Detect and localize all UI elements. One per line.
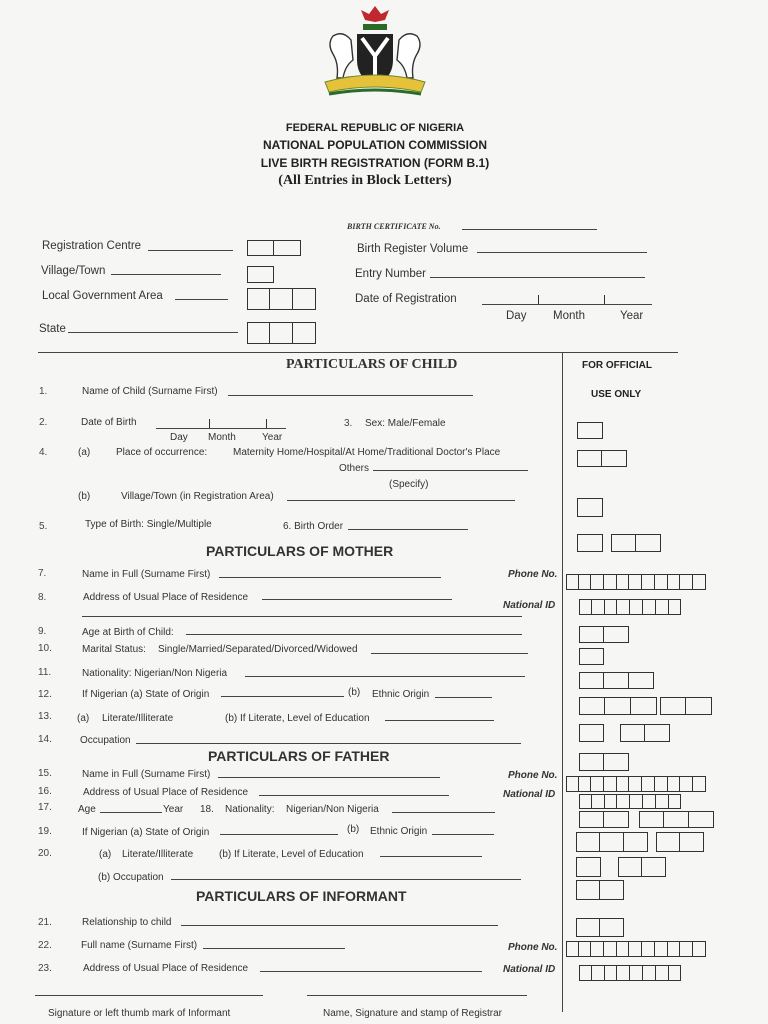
- dob-month-label: Month: [208, 432, 236, 443]
- father-phone-label: Phone No.: [508, 770, 558, 781]
- father-education-label: (b) If Literate, Level of Education: [219, 849, 364, 860]
- q20-number: 20.: [38, 848, 52, 859]
- marital-status-box[interactable]: [579, 648, 604, 665]
- father-occupation-line[interactable]: [171, 879, 521, 880]
- mother-nid-boxes[interactable]: [579, 599, 681, 615]
- child-name-line[interactable]: [228, 395, 473, 396]
- father-age-label: Age: [78, 804, 96, 815]
- mother-literate-label: Literate/Illiterate: [102, 713, 174, 724]
- q5-number: 5.: [39, 521, 48, 532]
- state-label: State: [39, 323, 66, 335]
- father-state-origin-line[interactable]: [220, 834, 338, 835]
- father-origin-boxes-b[interactable]: [656, 832, 704, 852]
- mother-nationality-line[interactable]: [245, 676, 525, 677]
- child-name-label: Name of Child (Surname First): [82, 386, 218, 397]
- father-name-line[interactable]: [218, 777, 440, 778]
- q23-number: 23.: [38, 963, 52, 974]
- birth-order-boxes[interactable]: [611, 534, 661, 552]
- informant-name-line[interactable]: [203, 948, 345, 949]
- q18-number: 18.: [200, 804, 214, 815]
- mother-origin-boxes-b[interactable]: [660, 697, 712, 715]
- q15-number: 15.: [38, 768, 52, 779]
- reg-year-label: Year: [620, 310, 644, 322]
- village-town-label: Village/Town: [41, 265, 106, 277]
- informant-address-label: Address of Usual Place of Residence: [83, 963, 249, 974]
- type-of-birth-label: Type of Birth: Single/Multiple: [85, 519, 212, 530]
- father-nationality-label: Nationality:: [225, 804, 275, 815]
- q3-number: 3.: [344, 418, 353, 429]
- father-nationality-boxes[interactable]: [639, 811, 714, 828]
- father-age-boxes[interactable]: [579, 811, 629, 828]
- register-volume-label: Birth Register Volume: [357, 243, 469, 255]
- state-line[interactable]: [68, 332, 238, 333]
- mother-occupation-label: Occupation: [80, 735, 131, 746]
- q16-number: 16.: [38, 786, 52, 797]
- date-of-registration-label: Date of Registration: [355, 293, 457, 305]
- place-options: Maternity Home/Hospital/At Home/Traditional Doctor's Place: [233, 447, 501, 458]
- village-registration-area-line[interactable]: [287, 500, 515, 501]
- father-address-line[interactable]: [259, 795, 449, 796]
- registration-centre-boxes[interactable]: [247, 240, 301, 256]
- q12-number: 12.: [38, 689, 52, 700]
- village-town-line[interactable]: [111, 274, 221, 275]
- father-20a-letter: (a): [99, 849, 112, 860]
- mother-state-origin-line[interactable]: [221, 696, 344, 697]
- reg-day-label: Day: [506, 310, 527, 322]
- mother-section-title: PARTICULARS OF MOTHER: [206, 543, 394, 559]
- mother-12b-letter: (b): [348, 687, 361, 698]
- mother-nationality-label: Nationality: Nigerian/Non Nigeria: [82, 668, 228, 679]
- father-origin-boxes-a[interactable]: [576, 832, 648, 852]
- father-education-line[interactable]: [380, 856, 482, 857]
- informant-address-line[interactable]: [260, 971, 482, 972]
- republic-heading: FEDERAL REPUBLIC OF NIGERIA: [285, 122, 465, 134]
- others-label: Others: [339, 463, 370, 474]
- q4b-letter: (b): [78, 491, 91, 502]
- entry-number-label: Entry Number: [355, 268, 426, 280]
- father-age-year-label: Year: [163, 804, 184, 815]
- village-town-box[interactable]: [247, 266, 274, 283]
- mother-13a-letter: (a): [77, 713, 90, 724]
- father-nid-label: National ID: [503, 789, 556, 800]
- mother-nid-label: National ID: [503, 600, 556, 611]
- mother-name-label: Name in Full (Surname First): [82, 569, 211, 580]
- father-nationality-line[interactable]: [392, 812, 495, 813]
- mother-address-label: Address of Usual Place of Residence: [83, 592, 249, 603]
- reg-month-label: Month: [553, 310, 585, 322]
- q19-number: 19.: [38, 826, 52, 837]
- mother-address-line1[interactable]: [262, 599, 452, 600]
- sex-box[interactable]: [577, 422, 603, 439]
- lga-boxes[interactable]: [247, 288, 316, 310]
- mother-phone-boxes[interactable]: [566, 574, 706, 590]
- mother-education-line[interactable]: [385, 720, 494, 721]
- informant-signature-label: Signature or left thumb mark of Informant: [48, 1008, 231, 1019]
- registrar-signature-line[interactable]: [307, 995, 527, 996]
- father-address-label: Address of Usual Place of Residence: [83, 787, 249, 798]
- q10-number: 10.: [38, 643, 52, 654]
- registration-centre-label: Registration Centre: [42, 240, 142, 252]
- official-column-divider: [562, 352, 563, 1012]
- informant-section-title: PARTICULARS OF INFORMANT: [196, 888, 407, 904]
- father-name-label: Name in Full (Surname First): [82, 769, 211, 780]
- mother-occupation-boxes[interactable]: [579, 753, 629, 771]
- specify-label: (Specify): [389, 479, 429, 490]
- q22-number: 22.: [38, 940, 52, 951]
- birth-certificate-label: BIRTH CERTIFICATE No.: [347, 222, 441, 231]
- q11-number: 11.: [38, 667, 52, 678]
- informant-phone-label: Phone No.: [508, 942, 558, 953]
- q9-number: 9.: [38, 626, 47, 637]
- q1-number: 1.: [39, 386, 48, 397]
- q14-number: 14.: [38, 734, 52, 745]
- q2-number: 2.: [39, 417, 48, 428]
- mother-education-boxes[interactable]: [620, 724, 670, 742]
- official-use-line2: USE ONLY: [591, 389, 642, 400]
- mother-age-line[interactable]: [186, 634, 522, 635]
- informant-name-label: Full name (Surname First): [81, 940, 198, 951]
- marital-status-label: Marital Status:: [82, 644, 146, 655]
- mother-name-line[interactable]: [219, 577, 441, 578]
- mother-phone-label: Phone No.: [508, 569, 558, 580]
- father-ethnic-origin-line[interactable]: [432, 834, 494, 835]
- father-age-line[interactable]: [100, 812, 162, 813]
- entry-number-line[interactable]: [430, 277, 645, 278]
- date-of-registration-line[interactable]: [482, 304, 652, 305]
- father-section-title: PARTICULARS OF FATHER: [208, 748, 390, 764]
- village-area-box[interactable]: [577, 498, 603, 517]
- informant-nid-boxes[interactable]: [579, 965, 681, 981]
- birth-order-label: 6. Birth Order: [283, 521, 344, 532]
- dob-year-label: Year: [262, 432, 283, 443]
- mother-nationality-boxes[interactable]: [579, 672, 654, 689]
- mother-education-label: (b) If Literate, Level of Education: [225, 713, 370, 724]
- birth-type-box[interactable]: [577, 534, 603, 552]
- mother-literacy-box[interactable]: [579, 724, 604, 742]
- father-nationality-options: Nigerian/Non Nigeria: [286, 804, 379, 815]
- informant-phone-boxes[interactable]: [566, 941, 706, 957]
- q7-number: 7.: [38, 568, 47, 579]
- father-19b-letter: (b): [347, 824, 360, 835]
- informant-signature-line[interactable]: [35, 995, 263, 996]
- mother-state-origin-label: If Nigerian (a) State of Origin: [82, 689, 210, 700]
- q17-number: 17.: [38, 802, 52, 813]
- relationship-label: Relationship to child: [82, 917, 172, 928]
- block-letters-instruction: (All Entries in Block Letters): [278, 173, 452, 188]
- father-literacy-box[interactable]: [576, 857, 601, 877]
- registrar-signature-label: Name, Signature and stamp of Registrar: [323, 1008, 502, 1019]
- mother-age-label: Age at Birth of Child:: [82, 627, 174, 638]
- q21-number: 21.: [38, 917, 52, 928]
- dob-day-label: Day: [170, 432, 188, 443]
- state-boxes[interactable]: [247, 322, 316, 344]
- q4-number: 4.: [39, 447, 48, 458]
- father-occupation-boxes[interactable]: [576, 880, 624, 900]
- informant-nid-label: National ID: [503, 964, 556, 975]
- father-nid-boxes[interactable]: [579, 794, 681, 809]
- sex-label: Sex: Male/Female: [365, 418, 446, 429]
- marital-status-line[interactable]: [371, 653, 528, 654]
- date-of-birth-line[interactable]: [156, 428, 286, 429]
- mother-occupation-line[interactable]: [136, 743, 521, 744]
- place-of-occurrence-label: Place of occurrence:: [116, 447, 208, 458]
- relationship-line[interactable]: [181, 925, 498, 926]
- marital-status-options: Single/Married/Separated/Divorced/Widowed: [158, 644, 358, 655]
- commission-heading: NATIONAL POPULATION COMMISSION: [263, 138, 487, 152]
- father-ethnic-origin-label: Ethnic Origin: [370, 826, 428, 837]
- official-use-line1: FOR OFFICIAL: [582, 360, 652, 371]
- q8-number: 8.: [38, 592, 47, 603]
- mother-ethnic-origin-label: Ethnic Origin: [372, 689, 430, 700]
- coat-of-arms-emblem: [315, 2, 435, 100]
- others-line[interactable]: [373, 470, 528, 471]
- birth-certificate-line[interactable]: [462, 229, 597, 230]
- mother-origin-boxes-a[interactable]: [579, 697, 657, 715]
- mother-address-line2[interactable]: [82, 616, 522, 617]
- q4a-letter: (a): [78, 447, 91, 458]
- mother-age-boxes[interactable]: [579, 626, 629, 643]
- father-phone-boxes[interactable]: [566, 776, 706, 792]
- father-education-boxes[interactable]: [618, 857, 666, 877]
- lga-label: Local Government Area: [42, 290, 163, 302]
- q13-number: 13.: [38, 711, 52, 722]
- relationship-boxes[interactable]: [576, 918, 624, 937]
- village-registration-area-label: Village/Town (in Registration Area): [121, 491, 274, 502]
- mother-ethnic-origin-line[interactable]: [435, 697, 492, 698]
- form-title: LIVE BIRTH REGISTRATION (FORM B.1): [260, 156, 490, 170]
- section-divider: [38, 352, 678, 353]
- father-state-origin-label: If Nigerian (a) State of Origin: [82, 827, 210, 838]
- father-literate-label: Literate/Illiterate: [122, 849, 194, 860]
- father-occupation-label: (b) Occupation: [98, 872, 164, 883]
- date-of-birth-label: Date of Birth: [81, 417, 137, 428]
- child-section-title: PARTICULARS OF CHILD: [286, 357, 458, 372]
- registration-centre-line[interactable]: [148, 250, 233, 251]
- lga-line[interactable]: [175, 299, 228, 300]
- place-boxes[interactable]: [577, 450, 627, 467]
- birth-order-line[interactable]: [348, 529, 468, 530]
- register-volume-line[interactable]: [477, 252, 647, 253]
